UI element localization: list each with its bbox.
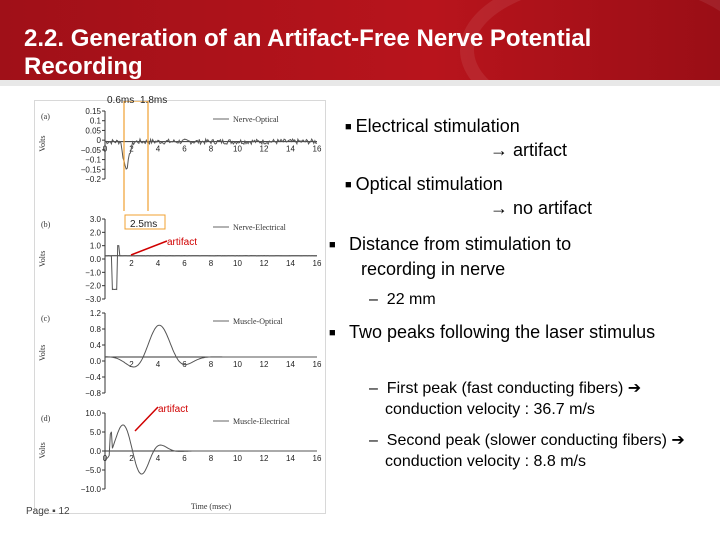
panel-2-ytick: −0.8 xyxy=(85,389,101,398)
panel-0-xtick: 12 xyxy=(259,144,269,154)
annotation-artifact-top: artifact xyxy=(167,237,198,248)
panel-1-ytick: 1.0 xyxy=(89,241,101,251)
panel-3-label: (d) xyxy=(41,414,51,423)
panel-0-waveform xyxy=(102,139,317,169)
panel-0-xtick: 2 xyxy=(129,144,134,154)
panel-1-xtick: 14 xyxy=(286,258,295,268)
panel-0-ytick: 0 xyxy=(96,136,101,146)
panel-2-ytick: 0.8 xyxy=(89,325,101,334)
panel-2-xtick: 6 xyxy=(182,360,187,369)
slide-title: 2.2. Generation of an Artifact-Free Nerve Potential Recording xyxy=(24,25,592,80)
panel-3-xlabel: Time (msec) xyxy=(190,502,232,511)
panel-1-xtick: 16 xyxy=(312,258,322,268)
panel-0-label: (a) xyxy=(41,112,50,121)
panel-1-legend: Nerve-Electrical xyxy=(233,223,286,232)
bullet-electrical: ■ Electrical stimulation xyxy=(345,116,520,136)
panel-3-ytick: −5.0 xyxy=(85,466,101,475)
panel-3-xtick: 12 xyxy=(259,454,269,463)
page-number: Page ▪ 12 xyxy=(26,506,70,517)
sub-bullet-second-peak: – Second peak (slower conducting fibers) ➔ conduction velocity : 8.8 m/s xyxy=(369,432,685,470)
panel-2-xtick: 10 xyxy=(233,360,242,369)
panel-2-label: (c) xyxy=(41,314,50,323)
panel-2-xtick: 12 xyxy=(259,360,269,369)
annotation-2-5ms: 2.5ms xyxy=(130,219,158,230)
panel-0-ylabel: Volts xyxy=(38,135,47,152)
panel-3-xtick: 6 xyxy=(182,454,187,463)
panel-1-xtick: 12 xyxy=(259,258,269,268)
figure-panels xyxy=(34,100,326,514)
panel-3-xtick: 16 xyxy=(312,454,322,463)
panel-1-ytick: 2.0 xyxy=(89,228,101,238)
panel-2-xtick: 4 xyxy=(155,360,161,369)
panel-1-xtick: 2 xyxy=(129,258,134,268)
panel-3-xtick: 4 xyxy=(155,454,161,463)
title-bar xyxy=(0,0,720,86)
panel-1-xtick: 10 xyxy=(233,258,242,268)
panel-3-waveform xyxy=(102,425,317,474)
panel-0-xtick: 0 xyxy=(102,144,108,154)
panel-0-ytick: −0.15 xyxy=(80,165,101,175)
bullet-optical-result: → no artifact xyxy=(490,198,593,218)
panel-0-xtick: 6 xyxy=(182,144,187,154)
panel-2-ytick: 0.4 xyxy=(89,341,101,350)
panel-0-ytick: 0.1 xyxy=(89,116,101,126)
artifact-arrow-top xyxy=(131,241,167,255)
annotation-artifact-bottom: artifact xyxy=(158,404,189,415)
panel-3-ylabel: Volts xyxy=(38,442,47,459)
panel-3-ytick: −10.0 xyxy=(80,485,101,494)
panel-1-ytick: 0.0 xyxy=(89,255,101,264)
panel-0-ytick: 0.15 xyxy=(85,107,101,116)
bullet-electrical-result: → artifact xyxy=(490,140,568,160)
figure-svg xyxy=(35,101,327,515)
panel-0-ytick: −0.05 xyxy=(80,145,101,155)
panel-3-xtick: 0 xyxy=(102,454,108,463)
panel-0-xtick: 10 xyxy=(233,144,242,154)
panel-0-xtick: 14 xyxy=(286,144,295,154)
panel-1-xtick: 6 xyxy=(182,258,187,268)
panel-0-xtick: 16 xyxy=(312,144,322,154)
panel-1-ytick: −1.0 xyxy=(85,268,101,278)
panel-1-label: (b) xyxy=(41,220,51,229)
panel-3-xtick: 14 xyxy=(286,454,295,463)
bullet-two-peaks: ■ Two peaks following the laser stimulus xyxy=(329,322,656,342)
panel-3-xtick: 2 xyxy=(129,454,134,463)
sub-bullet-distance: – 22 mm xyxy=(369,291,436,308)
panel-3-legend: Muscle-Electrical xyxy=(233,417,290,426)
annotation-1-8ms: 1.8ms xyxy=(140,95,168,106)
panel-2-xtick: 8 xyxy=(208,360,214,369)
panel-1-ytick: −2.0 xyxy=(85,281,101,291)
panel-3-ytick: 5.0 xyxy=(89,428,101,437)
panel-3-ytick: 0.0 xyxy=(89,447,101,456)
panel-2-ytick: −0.4 xyxy=(85,373,101,382)
panel-2-xtick: 14 xyxy=(286,360,295,369)
panel-2-xtick: 2 xyxy=(129,360,134,369)
panel-3-xtick: 8 xyxy=(208,454,214,463)
panel-0-xtick: 8 xyxy=(208,144,214,154)
panel-2-legend: Muscle-Optical xyxy=(233,317,283,326)
panel-2-ytick: 0.0 xyxy=(89,357,101,366)
panel-3-ytick: 10.0 xyxy=(85,409,101,418)
panel-1-ytick: 3.0 xyxy=(89,215,101,224)
panel-1-ytick: −3.0 xyxy=(85,295,101,304)
panel-1-xtick: 8 xyxy=(208,258,214,268)
panel-0-ytick: −0.1 xyxy=(85,155,101,165)
panel-0-ytick: 0.05 xyxy=(85,126,101,136)
sub-bullet-first-peak: – First peak (fast conducting fibers) ➔ conduction velocity : 36.7 m/s xyxy=(369,380,642,418)
panel-2-xtick: 16 xyxy=(312,360,322,369)
panel-1-ylabel: Volts xyxy=(38,250,47,267)
bullet-optical: ■ Optical stimulation xyxy=(345,174,503,194)
panel-2-ylabel: Volts xyxy=(38,344,47,361)
artifact-arrow-bottom xyxy=(135,407,158,431)
bullet-distance: ■ Distance from stimulation to recording in nerve xyxy=(329,234,572,279)
panel-2-ytick: 1.2 xyxy=(89,309,101,318)
panel-0-xtick: 4 xyxy=(155,144,161,154)
panel-3-xtick: 10 xyxy=(233,454,242,463)
annotation-0-6ms: 0.6ms xyxy=(107,95,135,106)
panel-1-xtick: 4 xyxy=(155,258,161,268)
panel-0-legend: Nerve-Optical xyxy=(233,115,279,124)
panel-0-ytick: −0.2 xyxy=(85,175,101,184)
